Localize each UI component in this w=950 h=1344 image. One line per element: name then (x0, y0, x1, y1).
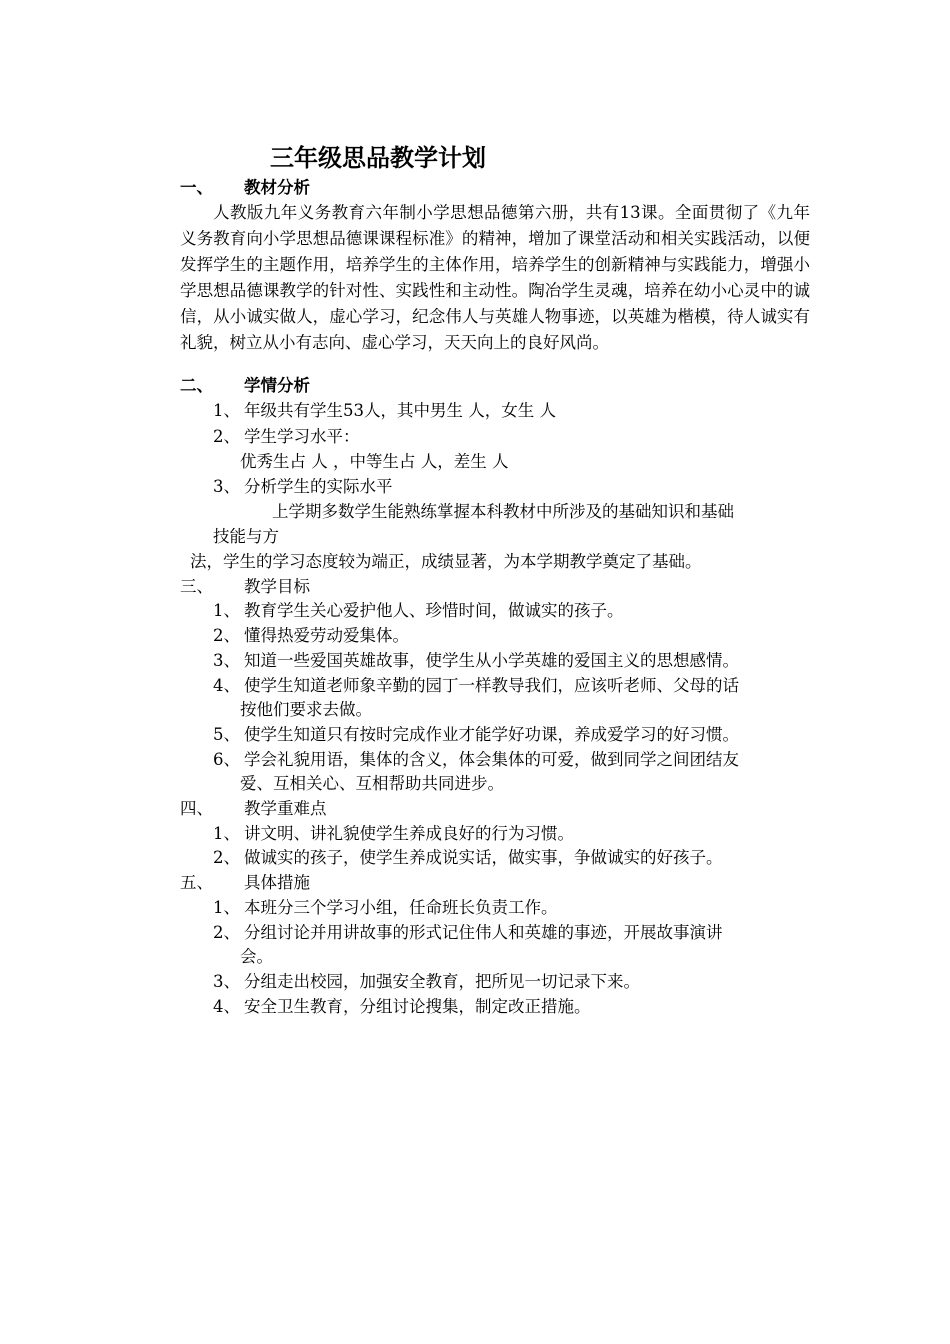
section-2-heading: 学情分析 (244, 376, 310, 395)
list-item-text: 分组走出校园，加强安全教育，把所见一切记录下来。 (244, 972, 640, 991)
list-item-number: 2、 (213, 427, 240, 446)
list-item-number: 4、 (213, 997, 240, 1016)
document-title: 三年级思品教学计划 (270, 144, 486, 172)
list-item-continuation: 爱、互相关心、互相帮助共同进步。 (240, 774, 504, 793)
list-item-number: 3、 (213, 477, 240, 496)
analysis-line: 法，学生的学习态度较为端正，成绩显著，为本学期教学奠定了基础。 (190, 552, 702, 571)
list-item-number: 4、 (213, 676, 240, 695)
list-item-continuation: 按他们要求去做。 (240, 700, 372, 719)
list-item-text: 讲文明、讲礼貌使学生养成良好的行为习惯。 (244, 824, 574, 843)
section-1-paragraph: 人教版九年义务教育六年制小学思想品德第六册，共有13课。全面贯彻了《九年义务教育向小学思想品德课课程标准》的精神，增加了课堂活动和相关实践活动，以便发挥学生的主题作用，培养学生的主体作用，培养学生的创新精神与实践能力，增强小学思想品德课教学的针对性、实践性和主动性。陶冶学生灵魂，培养在幼小心灵中的诚信，从小诚实做人，虚心学习，纪念伟人与英雄人物事迹，以英雄为楷模，待人诚实有礼貌，树立从小有志向、虚心学习，天天向上的良好风尚。 (180, 203, 810, 352)
list-item-text: 学会礼貌用语，集体的含义，体会集体的可爱，做到同学之间团结友 (244, 750, 739, 769)
section-4-heading: 教学重难点 (244, 799, 327, 818)
list-item-text: 学生学习水平： (244, 427, 360, 446)
list-item-number: 1、 (213, 601, 240, 620)
analysis-line: 上学期多数学生能熟练掌握本科教材中所涉及的基础知识和基础 (272, 502, 734, 521)
list-item-text: 做诚实的孩子，使学生养成说实话，做实事，争做诚实的好孩子。 (244, 848, 723, 867)
section-3-number: 三、 (180, 577, 213, 596)
list-item-text: 使学生知道只有按时完成作业才能学好功课，养成爱学习的好习惯。 (244, 725, 739, 744)
list-item-number: 2、 (213, 848, 240, 867)
section-2-number: 二、 (180, 376, 213, 395)
list-item-number: 1、 (213, 401, 240, 420)
list-item-text: 教育学生关心爱护他人、珍惜时间，做诚实的孩子。 (244, 601, 624, 620)
list-item-text: 分析学生的实际水平 (244, 477, 393, 496)
list-item-number: 1、 (213, 898, 240, 917)
list-item-number: 2、 (213, 923, 240, 942)
section-4-number: 四、 (180, 799, 213, 818)
list-item-text: 知道一些爱国英雄故事，使学生从小学英雄的爱国主义的思想感情。 (244, 651, 739, 670)
list-item-number: 1、 (213, 824, 240, 843)
list-item-number: 6、 (213, 750, 240, 769)
student-level-line: 优秀生占 人 ，中等生占 人，差生 人 (240, 452, 509, 471)
list-item-number: 5、 (213, 725, 240, 744)
list-item-text: 分组讨论并用讲故事的形式记住伟人和英雄的事迹，开展故事演讲 (244, 923, 723, 942)
list-item-number: 3、 (213, 651, 240, 670)
section-1-number: 一、 (180, 178, 213, 197)
section-5-heading: 具体措施 (244, 873, 310, 892)
list-item-continuation: 会。 (240, 947, 273, 966)
section-1-heading: 教材分析 (244, 178, 310, 197)
list-item-number: 3、 (213, 972, 240, 991)
list-item-text: 安全卫生教育，分组讨论搜集，制定改正措施。 (244, 997, 591, 1016)
section-5-number: 五、 (180, 873, 213, 892)
list-item-text: 本班分三个学习小组，任命班长负责工作。 (244, 898, 558, 917)
list-item-number: 2、 (213, 626, 240, 645)
list-item-text: 年级共有学生53人，其中男生 人，女生 人 (244, 401, 556, 420)
list-item-text: 懂得热爱劳动爱集体。 (244, 626, 409, 645)
section-3-heading: 教学目标 (244, 577, 310, 596)
list-item-text: 使学生知道老师象辛勤的园丁一样教导我们，应该听老师、父母的话 (244, 676, 739, 695)
analysis-line: 技能与方 (213, 527, 279, 546)
